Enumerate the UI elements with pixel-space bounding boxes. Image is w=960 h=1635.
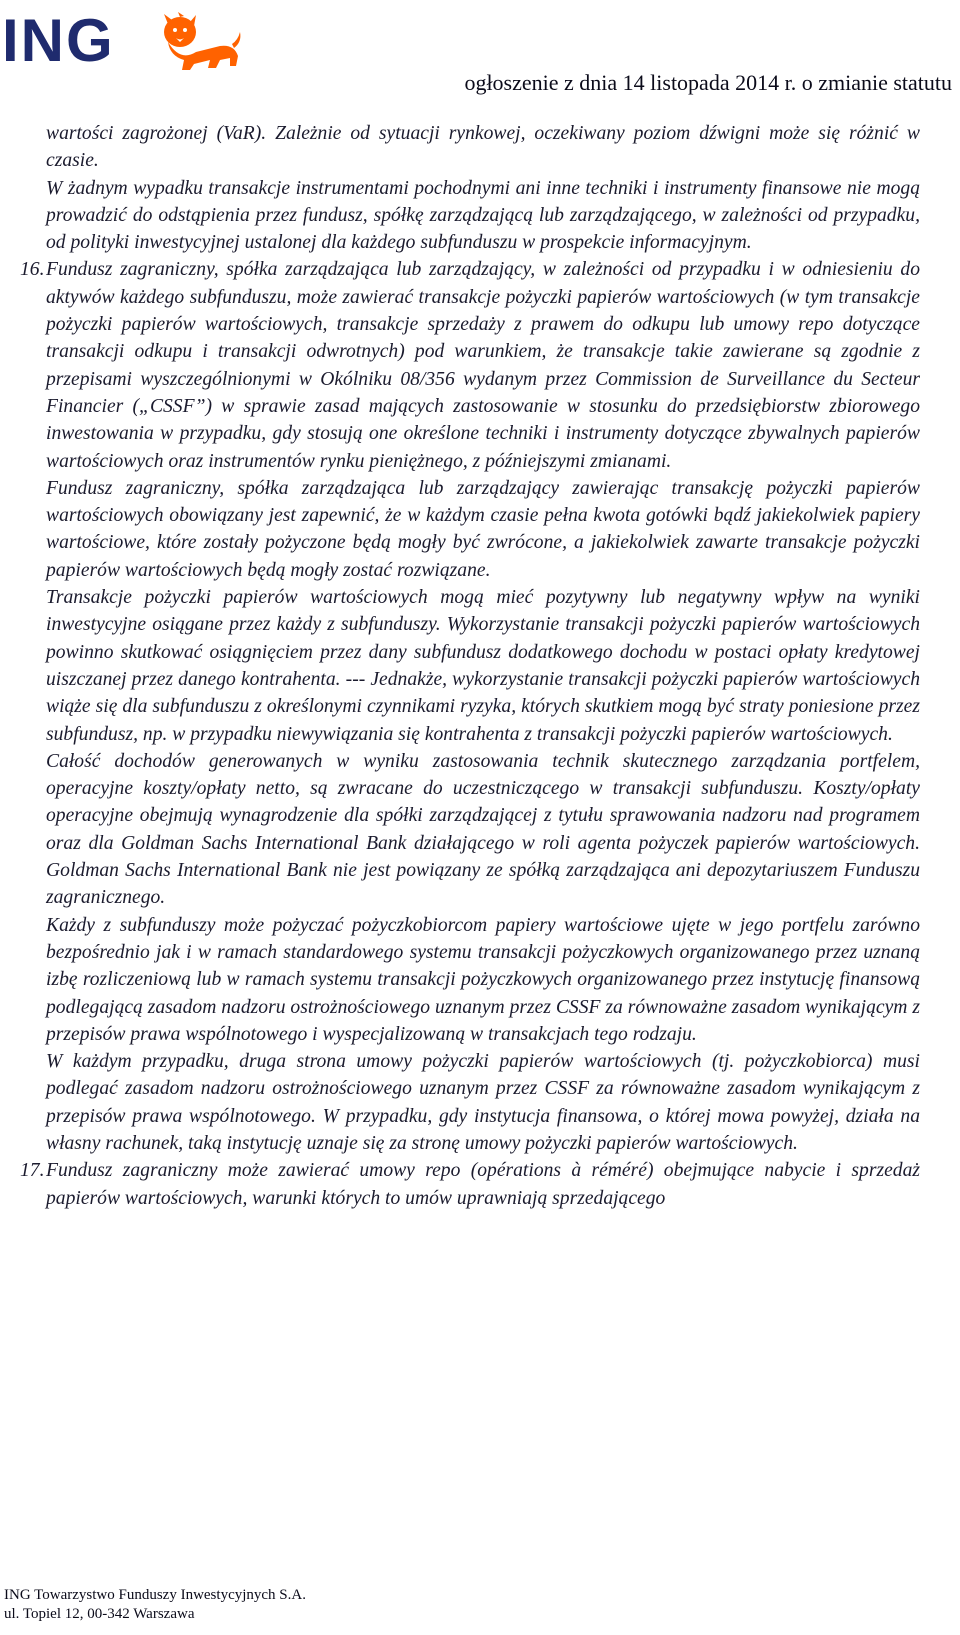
- paragraph: Transakcje pożyczki papierów wartościowych mogą mieć pozytywny lub negatywny wpływ na wyniki inwestycyjne osiągane przez każdy z subfunduszy. Wykorzystanie transakcji pożyczki papierów wartościowych powinno skutkować osiągnięciem przez dany subfundusz dodatkowego dochodu w postaci opłaty kredytowej uiszczanej przez danego kontrahenta. --- Jednakże, wykorzystanie transakcji pożyczki papierów wartościowych wiąże się dla subfunduszu z określonymi czynnikami ryzyka, których skutkiem mogą być straty poniesione przez subfundusz, np. w przypadku niewywiązania się kontrahenta z transakcji pożyczki papierów wartościowych.: [46, 587, 920, 745]
- footer-company: ING Towarzystwo Funduszy Inwestycyjnych S.A.: [4, 1587, 306, 1603]
- list-item-17: [20, 1157, 920, 1212]
- list-number: 16.: [20, 259, 45, 281]
- paragraph: W żadnym wypadku transakcje instrumentami pochodnymi ani inne techniki i instrumenty finansowe nie mogą prowadzić do odstąpienia przez fundusz, spółkę zarządzającą lub zarządzającego, w zależności od przypadku, od polityki inwestycyjnej ustalonej dla każdego subfunduszu w prospekcie informacyjnym.: [46, 177, 920, 254]
- paragraph: W każdym przypadku, druga strona umowy pożyczki papierów wartościowych (tj. pożyczkobiorca) musi podlegać zasadom nadzoru ostrożnościowego uznanym przez CSSF za równoważne zasadom wynikającym z przepisów prawa wspólnotowego. W przypadku, gdy instytucja finansowa, o której mowa powyżej, działa na własny rachunek, taką instytucję uznaje się za stronę umowy pożyczki papierów wartościowych.: [46, 1051, 920, 1154]
- list-item-text: Fundusz zagraniczny może zawierać umowy repo (opérations à réméré) obejmujące nabycie i sprzedaż papierów wartościowych, warunki których to umów uprawniają sprzedającego: [46, 1160, 920, 1209]
- paragraph: Całość dochodów generowanych w wyniku zastosowania technik skutecznego zarządzania portfelem, operacyjne koszty/opłaty netto, są zwracane do uczestniczącego w transakcji subfunduszu. Koszty/opłaty operacyjne obejmują wynagrodzenie dla spółki zarządzającej z tytułu sprawowania nadzoru nad programem oraz dla Goldman Sachs International Bank działającego w roli agenta pożyczek papierów wartościowych. Goldman Sachs International Bank nie jest powiązany ze spółką zarządzająca ani depozytariuszem Funduszu zagranicznego.: [46, 750, 920, 909]
- paragraph: Fundusz zagraniczny, spółka zarządzająca lub zarządzający zawierając transakcję pożyczki papierów wartościowych obowiązany jest zapewnić, że w każdym czasie pełna kwota gotówki bądź jakiekolwiek papiery wartościowe, które zostały pożyczone będą mogły być zwrócone, a jakiekolwiek zawarte transakcje pożyczki papierów wartościowych będą mogły zostać rozwiązane.: [46, 477, 920, 581]
- lion-icon: [150, 12, 242, 74]
- footer-address: ul. Topiel 12, 00-342 Warszawa: [4, 1606, 195, 1622]
- document-header-title: ogłoszenie z dnia 14 listopada 2014 r. o zmianie statutu: [464, 70, 952, 95]
- list-item-16: [20, 256, 920, 474]
- document-body: [20, 120, 920, 1212]
- logo-text: ING: [2, 7, 115, 74]
- paragraph: wartości zagrożonej (VaR). Zależnie od sytuacji rynkowej, oczekiwany poziom dźwigni może się różnić w czasie.: [46, 123, 920, 172]
- list-item-text: Fundusz zagraniczny, spółka zarządzająca lub zarządzający, w zależności od przypadku i w odniesieniu do aktywów każdego subfunduszu, może zawierać transakcje pożyczki papierów wartościowych (w tym transakcje pożyczki papierów wartościowych, transakcje sprzedaży z prawem do odkupu lub umowy repo dotyczące transakcji odkupu i transakcji odwrotnych) pod warunkiem, że transakcje takie zawierane są zgodnie z przepisami wyszczególnionymi w Okólniku 08/356 wydanym przez Commission de Surveillance du Secteur Financier („CSSF”) w sprawie zasad mających zastosowanie w stosunku do przedsiębiorstw zbiorowego inwestowania w przypadku, gdy stosują one określone techniki i instrumenty dotyczące zbywalnych papierów wartościowych oraz instrumentów rynku pieniężnego, z późniejszymi zmianami.: [46, 259, 920, 472]
- paragraph: Każdy z subfunduszy może pożyczać pożyczkobiorcom papiery wartościowe ujęte w jego portfelu zarówno bezpośrednio jak i w ramach standardowego systemu transakcji pożyczkowych organizowanego przez uznaną izbę rozliczeniową lub w ramach systemu transakcji pożyczkowych organizowanego przez instytucję finansową podlegającą zasadom nadzoru ostrożnościowego uznanym przez CSSF za równoważne zasadom wynikającym z przepisów prawa wspólnotowego i wyspecjalizowaną w transakcjach tego rodzaju.: [46, 914, 920, 1045]
- footer: [4, 1586, 306, 1624]
- list-number: 17.: [20, 1160, 45, 1182]
